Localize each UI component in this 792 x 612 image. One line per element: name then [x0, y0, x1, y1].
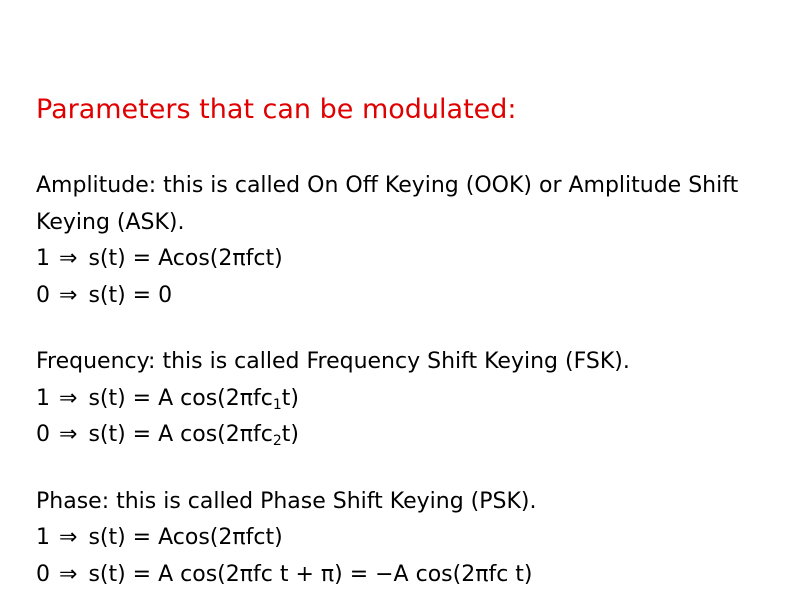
phase-description: Phase: this is called Phase Shift Keying (PSK).	[36, 488, 537, 514]
formula: s(t) = Acos(2πfct)	[88, 525, 283, 550]
implies-arrow-icon: ⇒	[59, 525, 78, 550]
phase-section	[36, 484, 776, 594]
phase-bit-0-line	[36, 557, 776, 594]
slide-content	[36, 168, 776, 612]
amplitude-section	[36, 168, 776, 314]
slide-title: Parameters that can be modulated:	[36, 94, 517, 125]
formula-prefix: s(t) = A cos(2πfc	[88, 422, 273, 447]
phase-bit-1-line	[36, 520, 776, 557]
implies-arrow-icon: ⇒	[59, 282, 78, 308]
formula-suffix: t)	[281, 385, 299, 411]
amplitude-description: Amplitude: this is called On Off Keying (OOK) or Amplitude Shift Keying (ASK).	[36, 173, 739, 235]
amplitude-bit-1-line	[36, 241, 776, 278]
implies-arrow-icon: ⇒	[59, 246, 78, 271]
frequency-section	[36, 344, 776, 454]
formula-subscript: 2	[272, 433, 282, 449]
bit-label: 0	[36, 282, 50, 308]
formula: s(t) = Acos(2πfct)	[88, 246, 283, 271]
amplitude-bit-0-line	[36, 278, 776, 315]
bit-label: 1	[36, 246, 50, 271]
bit-label: 0	[36, 561, 50, 587]
formula-prefix: s(t) = A cos(2πfc	[88, 385, 273, 411]
bit-label: 1	[36, 525, 50, 550]
frequency-bit-0-line	[36, 417, 776, 454]
formula-subscript: 1	[272, 396, 282, 413]
frequency-description: Frequency: this is called Frequency Shift Keying (FSK).	[36, 349, 630, 374]
bit-label: 1	[36, 385, 50, 411]
implies-arrow-icon: ⇒	[59, 561, 78, 587]
implies-arrow-icon: ⇒	[59, 385, 78, 411]
formula-suffix: t)	[281, 422, 299, 447]
frequency-bit-1-line	[36, 381, 776, 418]
formula: s(t) = 0	[88, 282, 173, 308]
implies-arrow-icon: ⇒	[59, 422, 78, 447]
bit-label: 0	[36, 422, 50, 447]
formula: s(t) = A cos(2πfc t + π) = −A cos(2πfc t)	[88, 561, 533, 587]
